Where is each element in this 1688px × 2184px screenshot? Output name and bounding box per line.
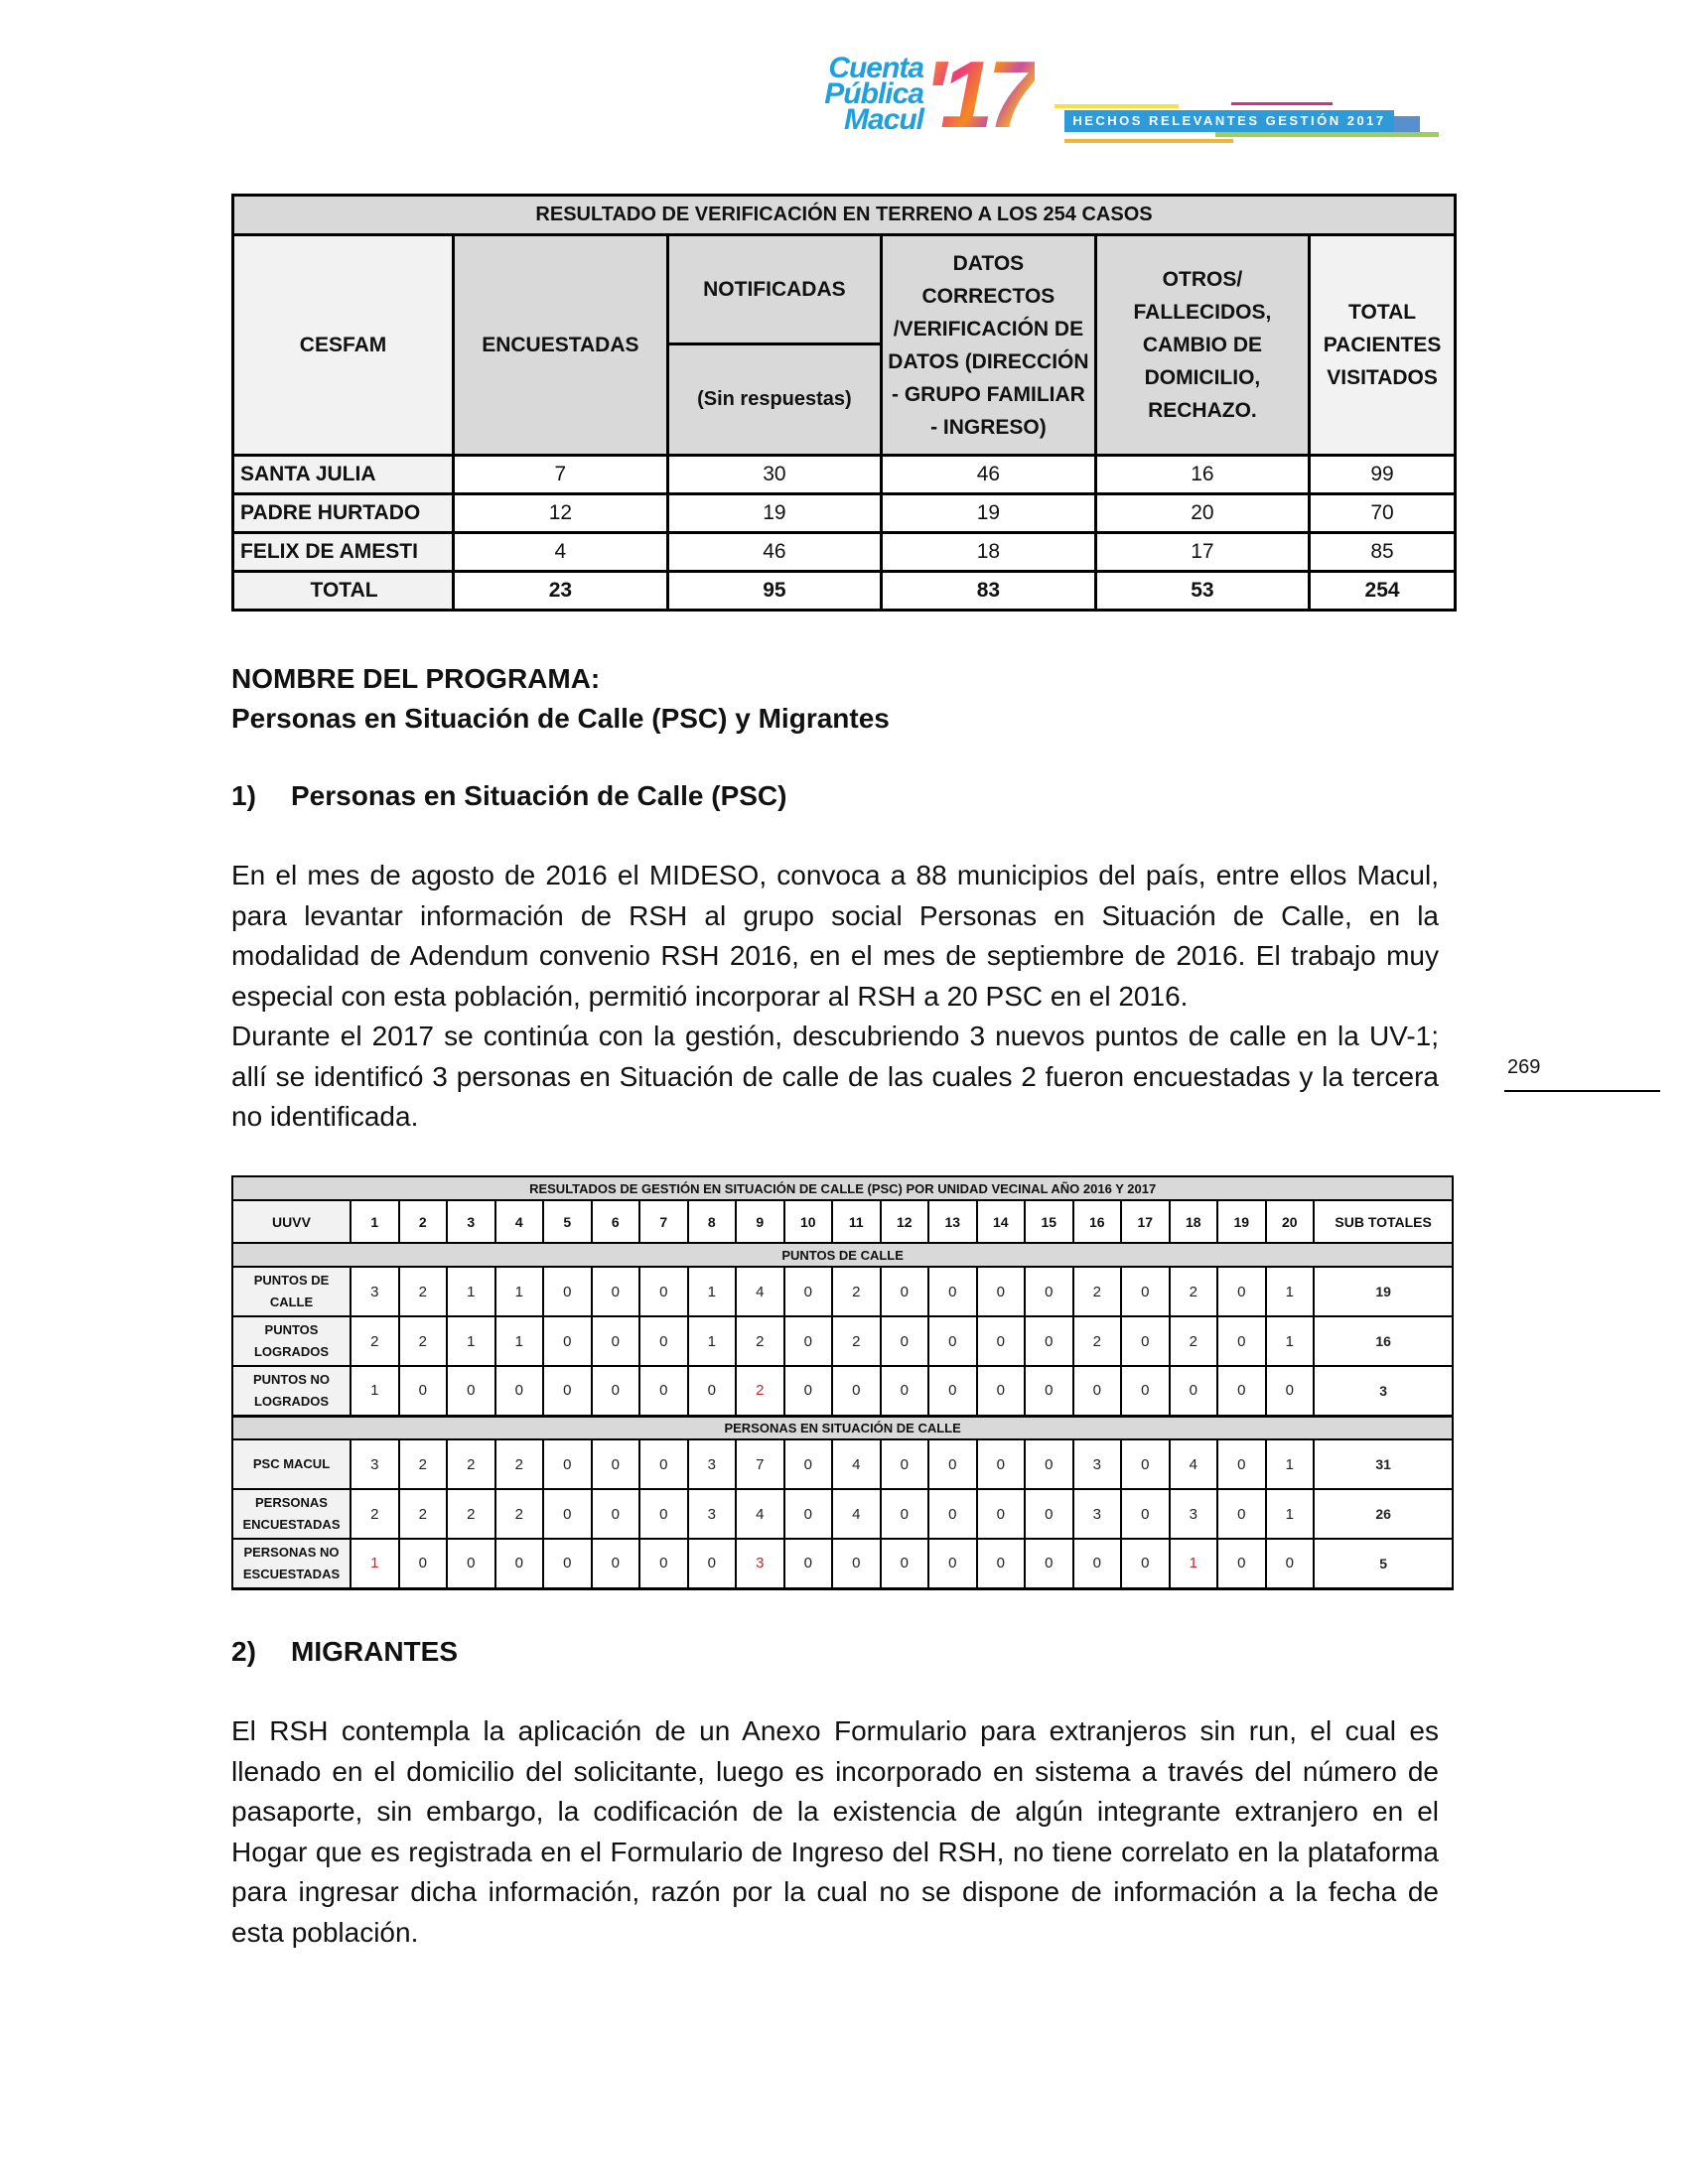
- cell-value: 0: [592, 1267, 640, 1316]
- table-row: [232, 1316, 1453, 1366]
- cell-value: 0: [1025, 1489, 1073, 1539]
- header-uv-5: 5: [543, 1200, 592, 1243]
- cell-value: 0: [832, 1539, 881, 1588]
- cell-value: 2: [736, 1366, 784, 1416]
- header-uv-19: 19: [1217, 1200, 1266, 1243]
- cell-value: 2: [447, 1439, 495, 1489]
- cell-value: 0: [832, 1366, 881, 1416]
- cell-value: 2: [399, 1489, 448, 1539]
- header-notificadas: NOTIFICADAS: [667, 235, 881, 344]
- cell-value: 3: [1073, 1439, 1122, 1489]
- cell-value: 4: [832, 1439, 881, 1489]
- cell-value: 0: [399, 1539, 448, 1588]
- cell-value: 0: [399, 1366, 448, 1416]
- section-2-title: MIGRANTES: [291, 1636, 458, 1667]
- logo-wordmark: Cuenta Pública Macul: [824, 52, 923, 136]
- cell-value: 0: [1266, 1366, 1315, 1416]
- program-label: NOMBRE DEL PROGRAMA:: [231, 663, 601, 694]
- cell-value: 4: [832, 1489, 881, 1539]
- row-subtotal: 19: [1314, 1267, 1453, 1316]
- table-row: SANTA JULIA 7 30 46 16 99: [233, 456, 1456, 494]
- cell-value: 0: [1217, 1539, 1266, 1588]
- row-label: PSC MACUL: [232, 1439, 351, 1489]
- cell-value: 0: [543, 1316, 592, 1366]
- cell-value: 1: [351, 1539, 399, 1588]
- header-uv-20: 20: [1266, 1200, 1315, 1243]
- section-2-body: [231, 1711, 1439, 1953]
- program-heading: [231, 659, 1439, 739]
- cell-value: 2: [351, 1489, 399, 1539]
- row-label: PERSONAS ENCUESTADAS: [232, 1489, 351, 1539]
- cell-value: 3: [351, 1267, 399, 1316]
- table-row: PADRE HURTADO 12 19 19 20 70: [233, 494, 1456, 533]
- cell-value: 0: [881, 1489, 929, 1539]
- header-uv-7: 7: [639, 1200, 688, 1243]
- cell-value: 0: [1121, 1489, 1170, 1539]
- cell-value: 0: [1217, 1439, 1266, 1489]
- group-header: PERSONAS EN SITUACIÓN DE CALLE: [232, 1416, 1453, 1439]
- header-uv-15: 15: [1025, 1200, 1073, 1243]
- header-uv-17: 17: [1121, 1200, 1170, 1243]
- cell-value: 0: [1025, 1316, 1073, 1366]
- cell-value: 0: [928, 1267, 977, 1316]
- cell-value: 1: [351, 1366, 399, 1416]
- cell-value: 2: [736, 1316, 784, 1366]
- cell-value: 3: [1073, 1489, 1122, 1539]
- cell-value: 0: [543, 1539, 592, 1588]
- header-uv-16: 16: [1073, 1200, 1122, 1243]
- header-uv-18: 18: [1170, 1200, 1218, 1243]
- header-encuestadas: ENCUESTADAS: [454, 235, 668, 456]
- header-uv-10: 10: [784, 1200, 833, 1243]
- cell-value: 2: [495, 1439, 544, 1489]
- cell-value: 0: [1121, 1439, 1170, 1489]
- cell-value: 1: [1170, 1539, 1218, 1588]
- cell-value: 0: [592, 1366, 640, 1416]
- paragraph: En el mes de agosto de 2016 el MIDESO, convoca a 88 municipios del país, entre ellos Macul, para levantar información de RSH al grupo social Personas en Situación de Calle, en la modalidad de Adendum convenio RSH 2016, en el mes de septiembre de 2016. El trabajo muy especial con esta población, permitió incorporar al RSH a 20 PSC en el 2016.: [231, 860, 1439, 1012]
- cell-value: 2: [1170, 1267, 1218, 1316]
- cell-value: 0: [447, 1539, 495, 1588]
- cuenta-publica-logo: [774, 42, 1470, 151]
- cell-value: 0: [1266, 1539, 1315, 1588]
- cell-value: 0: [1073, 1539, 1122, 1588]
- cell-value: 2: [832, 1267, 881, 1316]
- cell-value: 1: [447, 1267, 495, 1316]
- cell-value: 0: [592, 1489, 640, 1539]
- row-label: PERSONAS NO ESCUESTADAS: [232, 1539, 351, 1588]
- cell-value: 0: [1025, 1267, 1073, 1316]
- verification-results-table: [231, 194, 1457, 612]
- cell-value: 0: [1217, 1489, 1266, 1539]
- program-name: Personas en Situación de Calle (PSC) y Migrantes: [231, 703, 890, 734]
- cell-value: 0: [592, 1439, 640, 1489]
- page-number: 269: [1507, 1056, 1541, 1078]
- cell-value: 4: [736, 1267, 784, 1316]
- cell-value: 4: [1170, 1439, 1218, 1489]
- cell-value: 3: [351, 1439, 399, 1489]
- cell-value: 0: [928, 1489, 977, 1539]
- cell-value: 3: [736, 1539, 784, 1588]
- row-subtotal: 16: [1314, 1316, 1453, 1366]
- cell-value: 1: [1266, 1489, 1315, 1539]
- header-uv-8: 8: [688, 1200, 737, 1243]
- section-2-heading: [231, 1632, 1439, 1672]
- group-header: PUNTOS DE CALLE: [232, 1243, 1453, 1267]
- header-uv-1: 1: [351, 1200, 399, 1243]
- cell-value: 0: [928, 1439, 977, 1489]
- cell-value: 0: [1217, 1267, 1266, 1316]
- cell-value: 0: [639, 1267, 688, 1316]
- section-1-title: Personas en Situación de Calle (PSC): [291, 780, 787, 811]
- section-2-number: 2): [231, 1636, 256, 1667]
- cell-value: 2: [1073, 1316, 1122, 1366]
- header-uv-9: 9: [736, 1200, 784, 1243]
- cell-value: 0: [928, 1316, 977, 1366]
- cell-value: 0: [495, 1539, 544, 1588]
- banner-text: HECHOS RELEVANTES GESTIÓN 2017: [1072, 113, 1386, 128]
- table-row: [232, 1489, 1453, 1539]
- cell-value: 1: [1266, 1267, 1315, 1316]
- header-uv-12: 12: [881, 1200, 929, 1243]
- section-1-heading: [231, 776, 1439, 816]
- cell-value: 1: [688, 1267, 737, 1316]
- cell-value: 0: [688, 1539, 737, 1588]
- cell-value: 2: [399, 1439, 448, 1489]
- cell-value: 1: [495, 1316, 544, 1366]
- cell-value: 3: [688, 1439, 737, 1489]
- cell-value: 0: [1217, 1366, 1266, 1416]
- cell-value: 0: [592, 1539, 640, 1588]
- header-uv-4: 4: [495, 1200, 544, 1243]
- cell-value: 0: [1073, 1366, 1122, 1416]
- cell-value: 0: [1025, 1539, 1073, 1588]
- row-subtotal: 31: [1314, 1439, 1453, 1489]
- page-number-rule: [1504, 1090, 1660, 1092]
- cell-value: 0: [1217, 1316, 1266, 1366]
- cell-value: 3: [1170, 1489, 1218, 1539]
- cell-value: 0: [639, 1366, 688, 1416]
- section-1-number: 1): [231, 780, 256, 811]
- cell-value: 0: [1121, 1267, 1170, 1316]
- cell-value: 0: [977, 1489, 1026, 1539]
- table-title: RESULTADOS DE GESTIÓN EN SITUACIÓN DE CALLE (PSC) POR UNIDAD VECINAL AÑO 2016 Y 2017: [232, 1176, 1453, 1200]
- header-uv-11: 11: [832, 1200, 881, 1243]
- cell-value: 0: [447, 1366, 495, 1416]
- cell-value: 0: [1121, 1316, 1170, 1366]
- cell-value: 0: [639, 1489, 688, 1539]
- cell-value: 0: [881, 1439, 929, 1489]
- cell-value: 2: [495, 1489, 544, 1539]
- header-cesfam: CESFAM: [233, 235, 454, 456]
- cell-value: 2: [351, 1316, 399, 1366]
- header-datos-correctos: DATOS CORRECTOS /VERIFICACIÓN DE DATOS (DIRECCIÓN - GRUPO FAMILIAR - INGRESO): [882, 235, 1096, 456]
- section-1-body: [231, 856, 1439, 1138]
- cell-value: 0: [928, 1539, 977, 1588]
- column-header-row: [232, 1200, 1453, 1243]
- header-sin-respuestas: (Sin respuestas): [667, 344, 881, 456]
- cell-value: 0: [639, 1316, 688, 1366]
- cell-value: 1: [495, 1267, 544, 1316]
- cell-value: 0: [881, 1366, 929, 1416]
- cell-value: 0: [928, 1366, 977, 1416]
- cell-value: 0: [977, 1439, 1026, 1489]
- cell-value: 0: [639, 1539, 688, 1588]
- cell-value: 1: [688, 1316, 737, 1366]
- cell-value: 0: [543, 1267, 592, 1316]
- cell-value: 0: [784, 1439, 833, 1489]
- logo-year-number: '17: [923, 42, 1035, 148]
- psc-by-neighborhood-table: [231, 1175, 1454, 1590]
- cell-value: 0: [784, 1316, 833, 1366]
- cell-value: 0: [784, 1539, 833, 1588]
- cell-value: 0: [784, 1267, 833, 1316]
- cell-value: 0: [977, 1539, 1026, 1588]
- table-row: [232, 1539, 1453, 1588]
- table-total-row: TOTAL 23 95 83 53 254: [233, 572, 1456, 611]
- cell-value: 2: [832, 1316, 881, 1366]
- cell-value: 4: [736, 1489, 784, 1539]
- cell-value: 2: [447, 1489, 495, 1539]
- header-uv-2: 2: [399, 1200, 448, 1243]
- row-subtotal: 26: [1314, 1489, 1453, 1539]
- cell-value: 0: [543, 1439, 592, 1489]
- cell-value: 0: [1025, 1439, 1073, 1489]
- cell-value: 0: [784, 1366, 833, 1416]
- table-row: [232, 1267, 1453, 1316]
- header-uv-14: 14: [977, 1200, 1026, 1243]
- cell-value: 0: [881, 1267, 929, 1316]
- cell-value: 7: [736, 1439, 784, 1489]
- table-row: FELIX DE AMESTI 4 46 18 17 85: [233, 533, 1456, 572]
- paragraph: El RSH contempla la aplicación de un Anexo Formulario para extranjeros sin run, el cual es llenado en el domicilio del solicitante, luego es incorporado en sistema a través del número de pasaporte, sin embargo, la codificación de la existencia de algún integrante extranjero en el Hogar que es registrada en el Formulario de Ingreso del RSH, no tiene correlato en la plataforma para ingresar dicha información, razón por la cual no se dispone de información a la fecha de esta población.: [231, 1715, 1439, 1948]
- row-label: PUNTOS DE CALLE: [232, 1267, 351, 1316]
- cell-value: 1: [1266, 1439, 1315, 1489]
- cell-value: 0: [977, 1316, 1026, 1366]
- header-total-pacientes: TOTAL PACIENTES VISITADOS: [1310, 235, 1456, 456]
- cell-value: 0: [881, 1316, 929, 1366]
- cell-value: 0: [1121, 1539, 1170, 1588]
- paragraph: Durante el 2017 se continúa con la gestión, descubriendo 3 nuevos puntos de calle en la UV-1; allí se identificó 3 personas en Situación de calle de las cuales 2 fueron encuestadas y la tercera no identificada.: [231, 1021, 1439, 1132]
- table-row: [232, 1366, 1453, 1416]
- row-subtotal: 3: [1314, 1366, 1453, 1416]
- cell-value: 3: [688, 1489, 737, 1539]
- row-label: PUNTOS LOGRADOS: [232, 1316, 351, 1366]
- header-uv-13: 13: [928, 1200, 977, 1243]
- cell-value: 2: [399, 1267, 448, 1316]
- cell-value: 0: [639, 1439, 688, 1489]
- cell-value: 0: [881, 1539, 929, 1588]
- cell-value: 1: [1266, 1316, 1315, 1366]
- header-otros: OTROS/ FALLECIDOS, CAMBIO DE DOMICILIO, RECHAZO.: [1095, 235, 1309, 456]
- header-uv-6: 6: [592, 1200, 640, 1243]
- header-banner: [1055, 104, 1442, 146]
- cell-value: 0: [543, 1489, 592, 1539]
- cell-value: 0: [784, 1489, 833, 1539]
- row-subtotal: 5: [1314, 1539, 1453, 1588]
- table-title: RESULTADO DE VERIFICACIÓN EN TERRENO A LOS 254 CASOS: [233, 196, 1456, 235]
- row-label: PUNTOS NO LOGRADOS: [232, 1366, 351, 1416]
- cell-value: 0: [1170, 1366, 1218, 1416]
- header-subtotales: SUB TOTALES: [1314, 1200, 1453, 1243]
- cell-value: 0: [592, 1316, 640, 1366]
- cell-value: 0: [977, 1267, 1026, 1316]
- cell-value: 0: [688, 1366, 737, 1416]
- cell-value: 2: [1073, 1267, 1122, 1316]
- header-uv-3: 3: [447, 1200, 495, 1243]
- cell-value: 0: [977, 1366, 1026, 1416]
- cell-value: 1: [447, 1316, 495, 1366]
- cell-value: 0: [495, 1366, 544, 1416]
- cell-value: 2: [399, 1316, 448, 1366]
- cell-value: 0: [1121, 1366, 1170, 1416]
- table-row: [232, 1439, 1453, 1489]
- header-uuvv: UUVV: [232, 1200, 351, 1243]
- cell-value: 0: [1025, 1366, 1073, 1416]
- cell-value: 2: [1170, 1316, 1218, 1366]
- cell-value: 0: [543, 1366, 592, 1416]
